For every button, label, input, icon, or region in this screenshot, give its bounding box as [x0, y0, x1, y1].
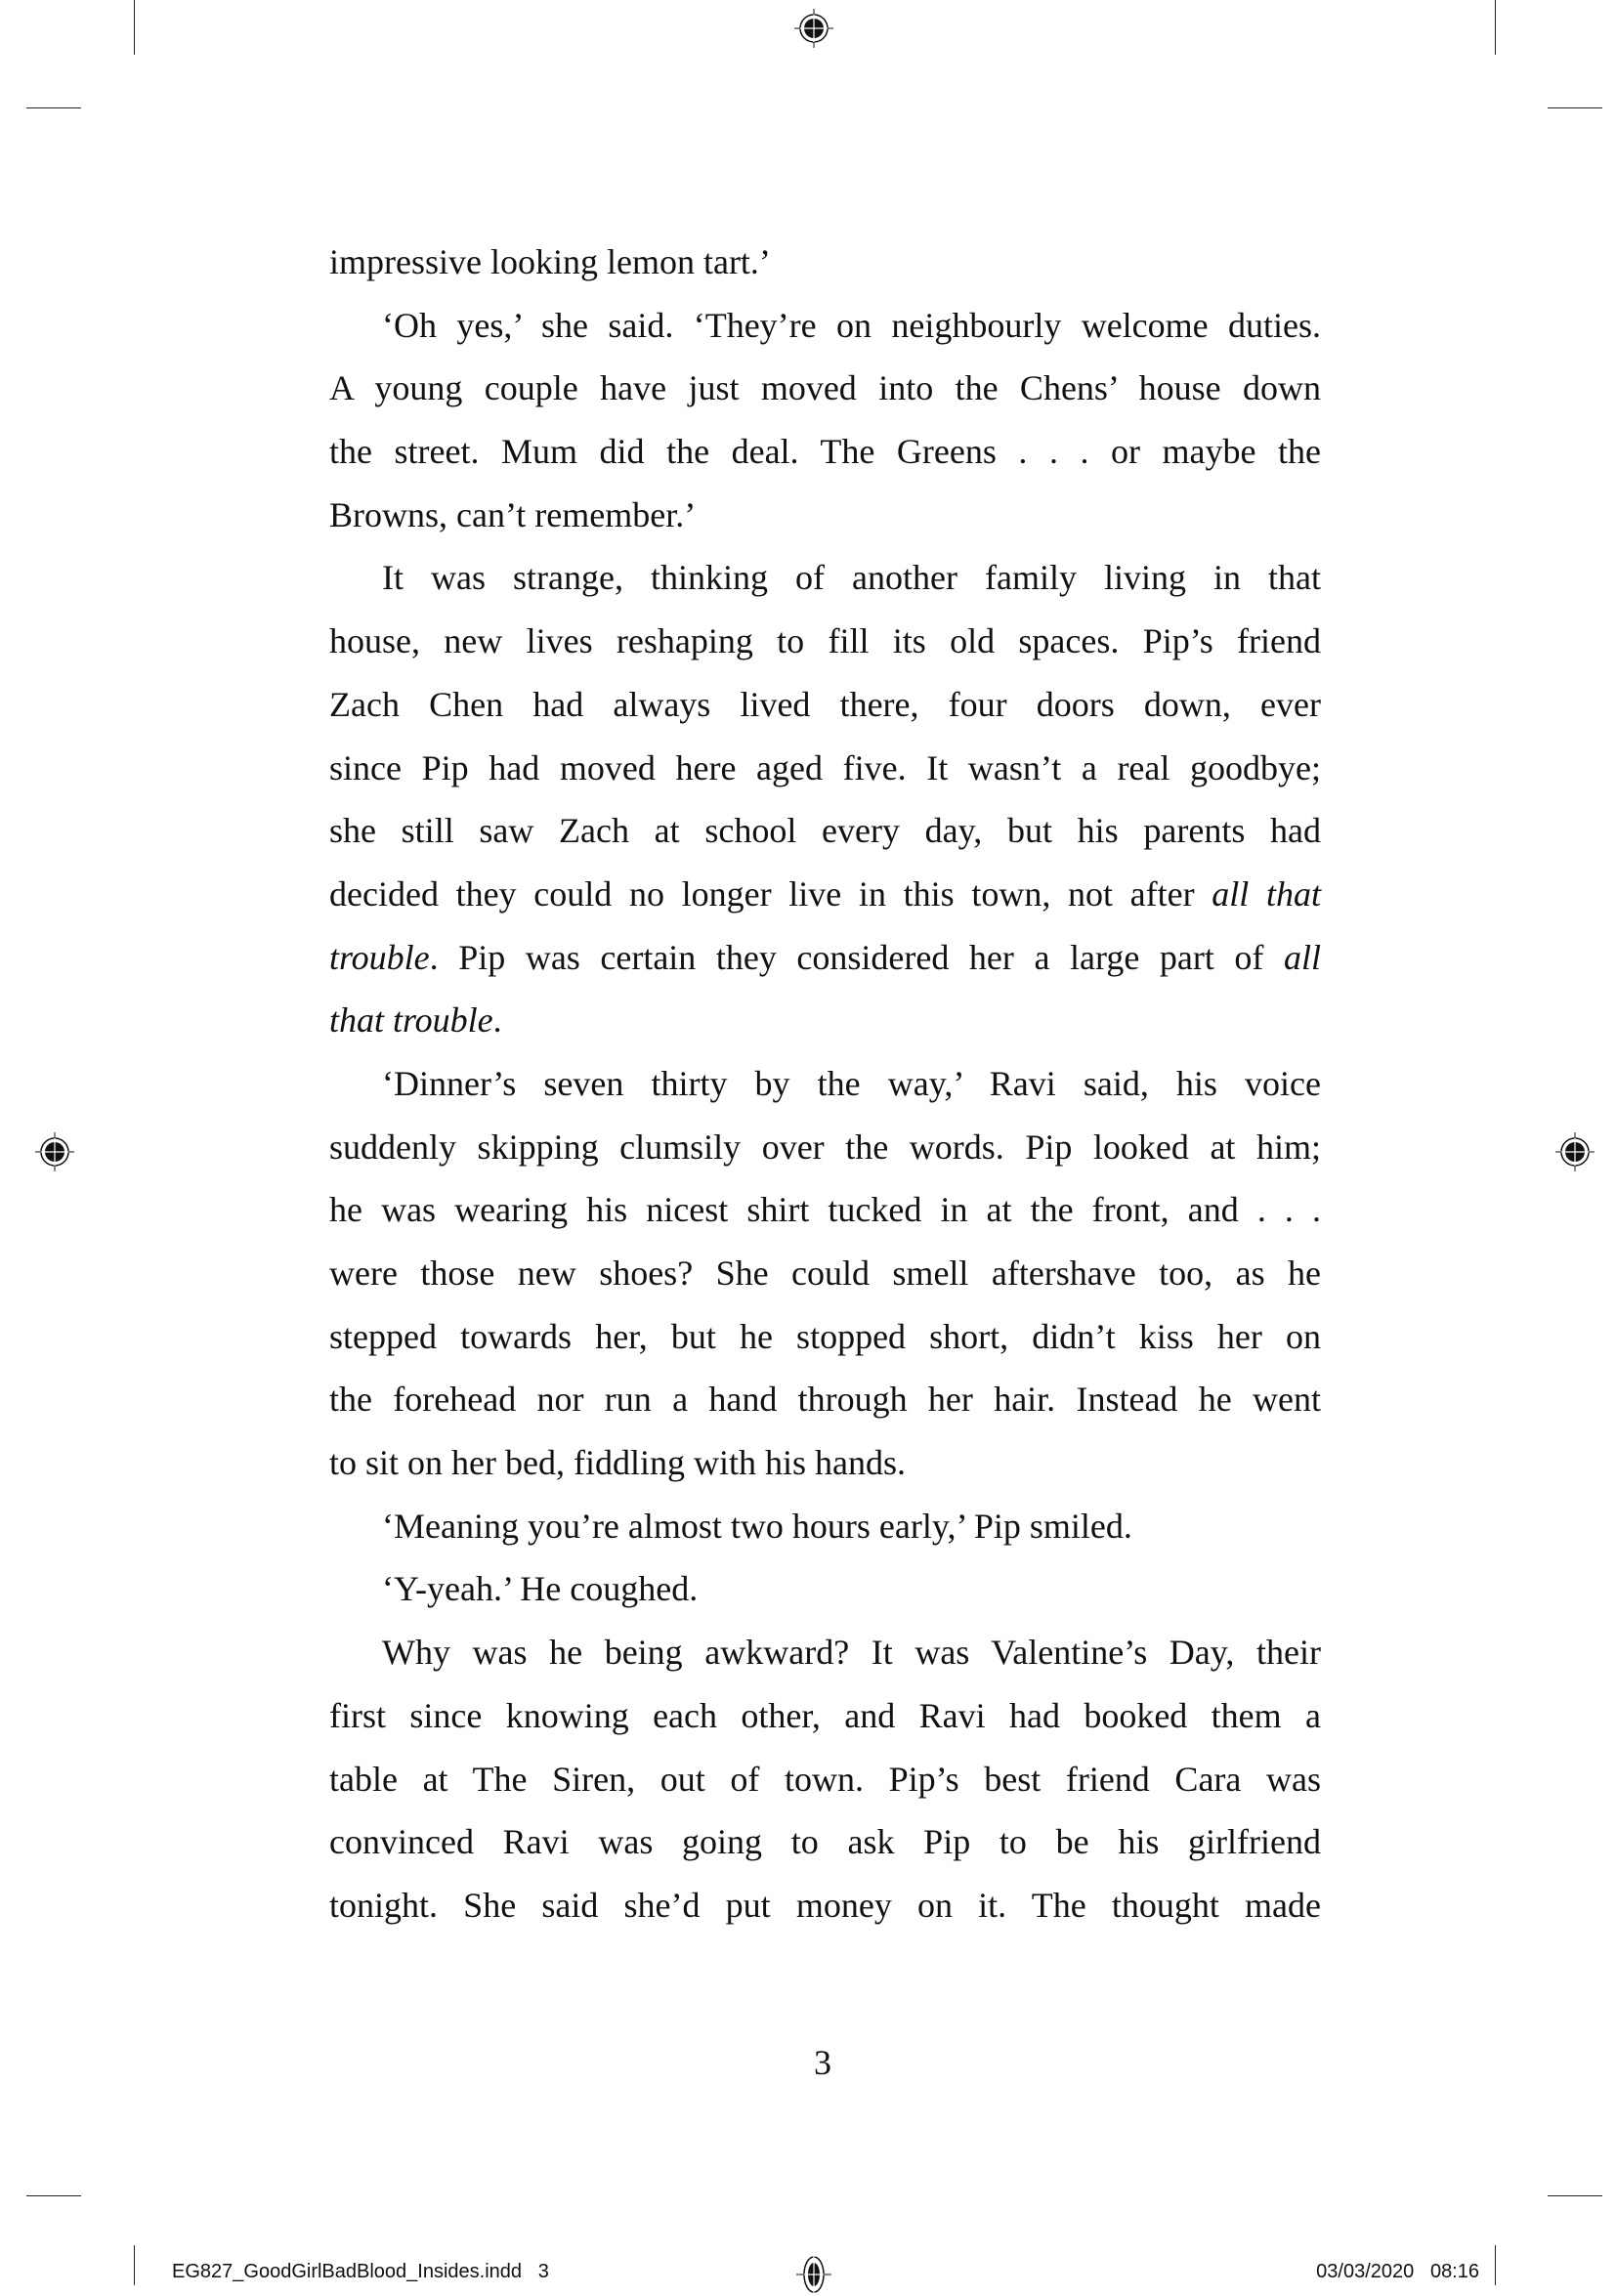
- text-segment: suddenly skipping clumsily over the words. Pip looked at him;: [329, 1127, 1321, 1167]
- text-segment: .: [492, 1000, 502, 1041]
- body-text: [329, 231, 1321, 1937]
- text-segment: the forehead nor run a hand through her hair. Instead he went: [329, 1380, 1321, 1420]
- text-segment: Why was he being awkward? It was Valentine’s Day, their: [382, 1633, 1321, 1673]
- text-line: [329, 294, 1321, 358]
- text-line: [329, 1368, 1321, 1431]
- text-segment: house, new lives reshaping to fill its old spaces. Pip’s friend: [329, 621, 1321, 661]
- registration-mark-icon: [33, 1130, 76, 1173]
- crop-mark-top-left: [134, 0, 135, 55]
- text-segment: he was wearing his nicest shirt tucked in at the front, and . . .: [329, 1190, 1321, 1230]
- crop-mark-right-top: [1548, 107, 1602, 108]
- text-line: [329, 357, 1321, 420]
- text-line: [329, 989, 1321, 1052]
- text-segment: A young couple have just moved into the Chens’ house down: [329, 368, 1321, 408]
- text-segment: impressive looking lemon tart.’: [329, 242, 771, 281]
- text-segment: ‘Y-yeah.’ He coughed.: [382, 1569, 699, 1609]
- text-segment: ‘Dinner’s seven thirty by the way,’ Ravi said, his voice: [382, 1063, 1321, 1103]
- text-segment: first since knowing each other, and Ravi had booked them a: [329, 1695, 1321, 1735]
- text-segment: to sit on her bed, fiddling with his hands.: [329, 1443, 906, 1483]
- crop-mark-bottom-left: [134, 2245, 135, 2285]
- text-segment: since Pip had moved here aged five. It wasn’t a real goodbye;: [329, 747, 1321, 787]
- text-line: [329, 1874, 1321, 1937]
- text-segment: table at The Siren, out of town. Pip’s best friend Cara was: [329, 1759, 1321, 1799]
- italic-text: trouble: [329, 937, 430, 977]
- text-line: [329, 1242, 1321, 1305]
- text-line: [329, 1557, 1321, 1621]
- text-line: [329, 1116, 1321, 1179]
- text-segment: Zach Chen had always lived there, four doors down, ever: [329, 684, 1321, 724]
- text-segment: convinced Ravi was going to ask Pip to be his girlfriend: [329, 1822, 1321, 1862]
- text-line: [329, 1684, 1321, 1748]
- text-segment: stepped towards her, but he stopped short, didn’t kiss her on: [329, 1316, 1321, 1356]
- text-line: [329, 926, 1321, 990]
- text-line: [329, 610, 1321, 673]
- text-segment: Browns, can’t remember.’: [329, 494, 697, 534]
- italic-text: all that: [1212, 873, 1321, 914]
- crop-mark-bottom-right: [1495, 2245, 1496, 2285]
- crop-mark-top-right: [1495, 0, 1496, 55]
- registration-mark-icon: [792, 2253, 835, 2296]
- italic-text: all: [1283, 937, 1321, 977]
- text-segment: It was strange, thinking of another family living in that: [382, 558, 1321, 598]
- text-line: [329, 484, 1321, 547]
- text-line: [329, 863, 1321, 926]
- text-line: [329, 799, 1321, 863]
- text-line: [329, 1305, 1321, 1369]
- text-line: [329, 1748, 1321, 1811]
- text-segment: she still saw Zach at school every day, but his parents had: [329, 811, 1321, 851]
- registration-mark-icon: [1553, 1130, 1596, 1173]
- text-line: [329, 1810, 1321, 1874]
- slug-filename: EG827_GoodGirlBadBlood_Insides.indd 3: [172, 2261, 549, 2282]
- registration-mark-icon: [792, 7, 835, 50]
- text-line: [329, 1495, 1321, 1558]
- text-segment: . Pip was certain they considered her a large part of: [429, 937, 1284, 977]
- text-line: [329, 737, 1321, 800]
- crop-mark-left-bottom: [26, 2195, 81, 2196]
- text-segment: tonight. She said she’d put money on it. The thought made: [329, 1885, 1321, 1925]
- text-segment: the street. Mum did the deal. The Greens . . . or maybe the: [329, 432, 1321, 472]
- slug-datetime: 03/03/2020 08:16: [1316, 2261, 1479, 2282]
- text-line: [329, 1052, 1321, 1116]
- text-line: [329, 420, 1321, 484]
- text-line: [329, 673, 1321, 737]
- text-segment: ‘Meaning you’re almost two hours early,’ Pip smiled.: [382, 1506, 1132, 1546]
- text-line: [329, 1178, 1321, 1242]
- italic-text: that trouble: [329, 1000, 493, 1041]
- text-line: [329, 1621, 1321, 1684]
- text-segment: decided they could no longer live in this town, not after: [329, 873, 1212, 914]
- text-line: [329, 1431, 1321, 1495]
- crop-mark-left-top: [26, 107, 81, 108]
- text-segment: ‘Oh yes,’ she said. ‘They’re on neighbourly welcome duties.: [382, 305, 1321, 345]
- crop-mark-right-bottom: [1548, 2195, 1602, 2196]
- page-number: 3: [814, 2043, 831, 2082]
- text-line: [329, 231, 1321, 294]
- text-segment: were those new shoes? She could smell aftershave too, as he: [329, 1254, 1321, 1293]
- text-line: [329, 546, 1321, 610]
